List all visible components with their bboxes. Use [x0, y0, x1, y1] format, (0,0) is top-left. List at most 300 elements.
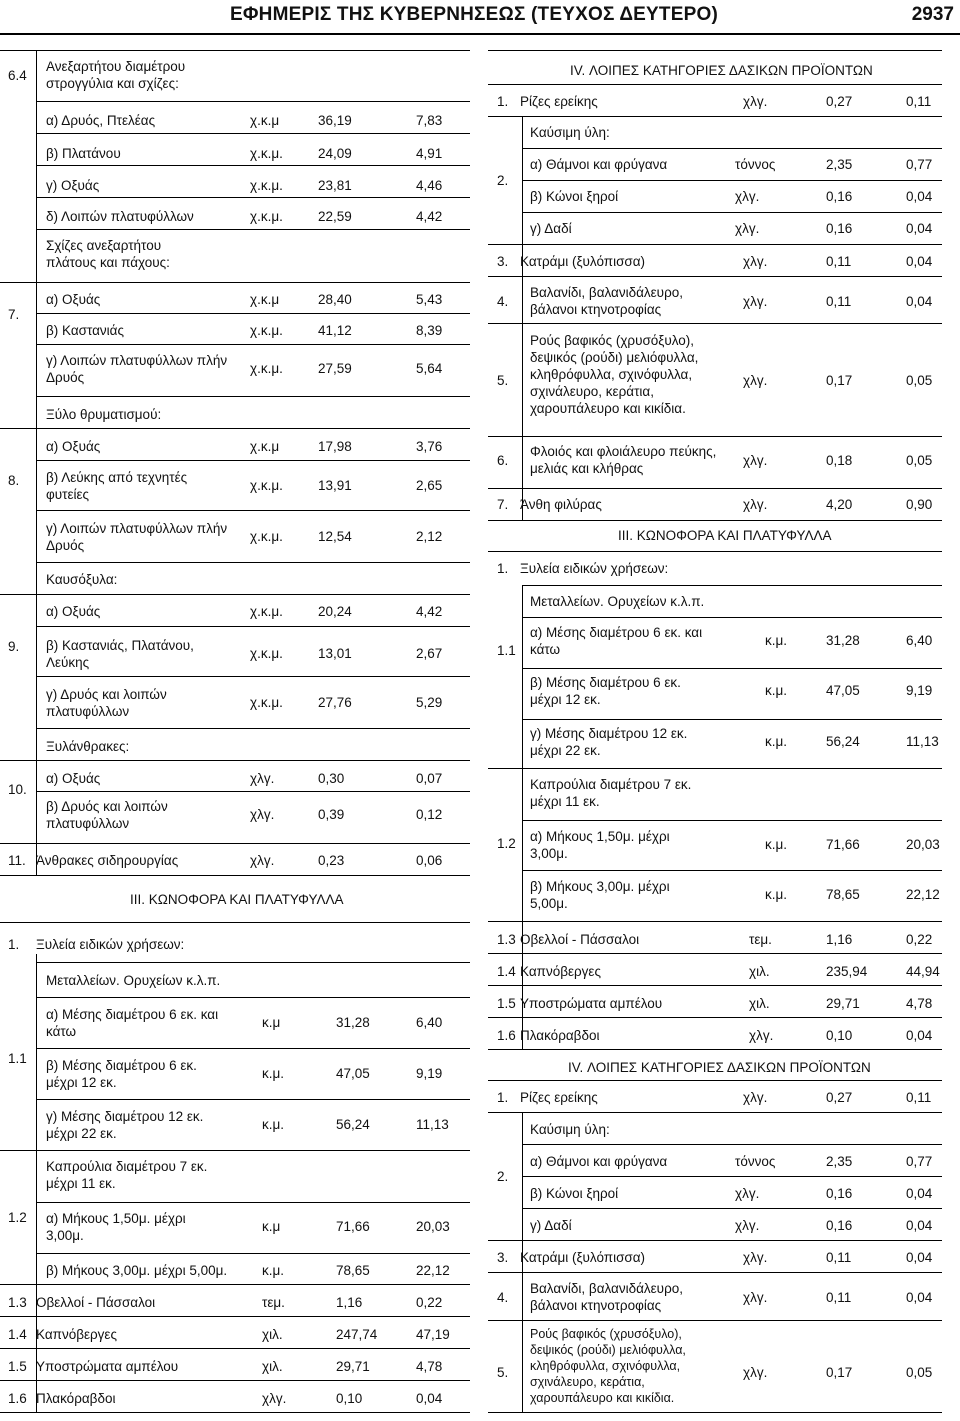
row-fee: 0,05: [906, 373, 933, 388]
row-price: 47,05: [336, 1066, 370, 1081]
row-fee: 9,19: [416, 1066, 443, 1081]
row-price: 71,66: [826, 837, 860, 852]
table-rule: [36, 396, 470, 397]
table-rule: [36, 460, 470, 461]
row-unit: χλγ.: [743, 497, 768, 512]
row-fee: 3,76: [416, 439, 443, 454]
table-rule: [522, 212, 942, 213]
row-unit: χ.κ.μ.: [250, 146, 283, 161]
header-rule: [0, 33, 960, 35]
table-rule: [36, 594, 470, 595]
row-unit: χλγ.: [743, 1365, 768, 1380]
section-heading: Καυσόξυλα:: [46, 572, 118, 587]
row-fee: 0,22: [906, 932, 933, 947]
row-description: Υποστρώματα αμπέλου: [520, 996, 663, 1011]
row-number: 2.: [497, 1169, 509, 1184]
row-price: 56,24: [826, 734, 860, 749]
table-rule: [36, 229, 470, 230]
table-rule: [488, 276, 942, 277]
row-fee: 0,04: [906, 189, 933, 204]
column-rule: [522, 116, 523, 520]
row-number: 1.5: [8, 1359, 27, 1374]
row-description: Άνθη φιλύρας: [520, 497, 602, 512]
row-fee: 6,40: [906, 633, 933, 648]
row-description: Άνθρακες σιδηρουργίας: [36, 853, 179, 868]
row-unit: χλγ.: [743, 1250, 768, 1265]
row-description: β) Λεύκης από τεχνητές φυτείες: [46, 470, 188, 502]
row-description: Φλοιός και φλοιάλευρο πεύκης, μελιάς και κλήθρας: [530, 444, 717, 476]
row-fee: 2,67: [416, 646, 443, 661]
table-rule: [0, 1412, 470, 1413]
row-description: β) Μήκους 3,00μ. μέχρι 5,00μ.: [530, 879, 670, 911]
table-rule: [0, 875, 36, 876]
row-number: 1.6: [497, 1028, 516, 1043]
row-fee: 22,12: [906, 887, 940, 902]
row-unit: χ.κ.μ.: [250, 323, 283, 338]
row-unit: χλγ.: [743, 373, 768, 388]
row-unit: τεμ.: [749, 932, 772, 947]
table-rule: [488, 551, 942, 552]
row-description: β) Κώνοι ξηροί: [530, 1186, 619, 1201]
row-unit: κ.μ: [262, 1219, 281, 1234]
row-description: Κατράμι (ξυλόπισσα): [520, 254, 646, 269]
table-rule: [522, 820, 942, 821]
row-price: 28,40: [318, 292, 352, 307]
table-rule: [488, 520, 942, 521]
row-number: 9.: [8, 639, 20, 654]
row-number: 1.: [497, 1090, 509, 1105]
row-price: 0,10: [826, 1028, 853, 1043]
table-rule: [0, 1316, 470, 1317]
row-price: 0,27: [826, 94, 853, 109]
section-title: ΙΙΙ. ΚΩΝΟΦΟΡΑ ΚΑΙ ΠΛΑΤΥΦΥΛΛΑ: [618, 528, 832, 543]
row-number: 1.6: [8, 1391, 27, 1406]
row-description: β) Μήκους 3,00μ. μέχρι 5,00μ.: [46, 1263, 228, 1278]
row-price: 0,39: [318, 807, 345, 822]
table-rule: [488, 244, 942, 245]
table-rule: [36, 344, 470, 345]
section-heading: Ξύλο θρυματισμού:: [46, 407, 162, 422]
table-rule: [488, 985, 942, 986]
row-number: 6.: [497, 453, 509, 468]
row-unit: χ.κ.μ: [250, 439, 280, 454]
row-price: 27,76: [318, 695, 352, 710]
row-unit: χ.κ.μ: [250, 292, 280, 307]
row-unit: χλγ.: [743, 254, 768, 269]
row-fee: 0,11: [906, 94, 932, 109]
section-heading: Ανεξαρτήτου διαμέτρου στρογγύλια και σχίζες:: [46, 59, 186, 91]
row-fee: 0,22: [416, 1295, 443, 1310]
table-rule: [36, 1253, 470, 1254]
row-number: 1.4: [8, 1327, 27, 1342]
row-price: 0,10: [336, 1391, 363, 1406]
row-price: 0,23: [318, 853, 345, 868]
table-rule: [522, 1208, 942, 1209]
row-fee: 4,42: [416, 209, 443, 224]
row-unit: χ.κ.μ.: [250, 478, 283, 493]
row-fee: 0,04: [906, 1250, 933, 1265]
row-unit: χλγ.: [735, 1218, 760, 1233]
row-number: 7.: [497, 497, 509, 512]
row-unit: χ.κ.μ.: [250, 178, 283, 193]
row-price: 0,11: [826, 254, 852, 269]
row-description: γ) Λοιπών πλατυφύλλων πλήν Δρυός: [46, 353, 228, 385]
row-description: Καπνόβεργες: [36, 1327, 117, 1342]
row-unit: τόννος: [735, 1154, 776, 1169]
row-unit: χλγ.: [743, 1290, 768, 1305]
row-description: Ρούς βαφικός (χρυσόξυλο), δεψικός (ρούδι) μελιόφυλλα, κληθρόφυλλα, σχινόφυλλα, σχινάλευρο, κεράτια, χαρουπάλευρο και κικίδια.: [530, 1327, 686, 1405]
row-description: Υποστρώματα αμπέλου: [36, 1359, 179, 1374]
table-rule: [0, 843, 36, 844]
page-header: [0, 0, 960, 32]
table-rule: [36, 510, 470, 511]
table-rule: [36, 1099, 470, 1100]
row-unit: χιλ.: [749, 964, 770, 979]
row-price: 13,01: [318, 646, 352, 661]
row-unit: χλγ.: [735, 221, 760, 236]
row-number: 10.: [8, 782, 27, 797]
row-description: β) Κώνοι ξηροί: [530, 189, 619, 204]
row-unit: κ.μ.: [765, 837, 788, 852]
row-description: δ) Λοιπών πλατυφύλλων: [46, 209, 194, 224]
row-description: β) Μέσης διαμέτρου 6 εκ. μέχρι 12 εκ.: [530, 675, 681, 707]
row-description: α) Μέσης διαμέτρου 6 εκ. και κάτω: [46, 1007, 219, 1039]
row-number: 1.5: [497, 996, 516, 1011]
row-price: 1,16: [826, 932, 853, 947]
row-price: 2,35: [826, 157, 853, 172]
table-rule: [36, 133, 470, 134]
row-number: 1.1: [497, 643, 516, 658]
row-fee: 0,12: [416, 807, 443, 822]
section-heading: Μεταλλείων. Ορυχείων κ.λ.π.: [530, 594, 705, 609]
row-number: 1.: [497, 94, 509, 109]
row-unit: χλγ.: [743, 453, 768, 468]
row-fee: 0,04: [906, 254, 933, 269]
row-unit: τόννος: [735, 157, 776, 172]
row-number: 11.: [8, 853, 26, 868]
section-heading: Καύσιμη ύλη:: [530, 1122, 610, 1137]
table-rule: [488, 768, 522, 769]
row-fee: 0,05: [906, 1365, 933, 1380]
row-description: β) Δρυός και λοιπών πλατυφύλλων: [46, 799, 168, 831]
row-fee: 0,04: [906, 221, 933, 236]
row-fee: 9,19: [906, 683, 933, 698]
row-price: 41,12: [318, 323, 352, 338]
row-fee: 5,64: [416, 361, 443, 376]
row-number: 1.2: [8, 1210, 27, 1225]
row-description: β) Μέσης διαμέτρου 6 εκ. μέχρι 12 εκ.: [46, 1058, 197, 1090]
row-number: 1.: [497, 561, 509, 576]
row-price: 235,94: [826, 964, 868, 979]
row-unit: χλγ.: [743, 294, 768, 309]
row-number: 4.: [497, 294, 509, 309]
table-rule: [488, 1112, 942, 1113]
table-rule: [488, 953, 942, 954]
table-rule: [522, 870, 942, 871]
table-rule: [36, 1202, 470, 1203]
row-fee: 4,46: [416, 178, 443, 193]
table-rule: [488, 1049, 942, 1050]
row-number: 5.: [497, 1365, 509, 1380]
row-description: β) Καστανιάς, Πλατάνου, Λεύκης: [46, 638, 194, 670]
row-unit: κ.μ.: [765, 887, 788, 902]
row-fee: 7,83: [416, 113, 443, 128]
row-fee: 11,13: [906, 734, 939, 749]
row-unit: χλγ.: [250, 807, 275, 822]
table-rule: [488, 116, 942, 117]
row-unit: χλγ.: [749, 1028, 774, 1043]
gazette-title: ΕΦΗΜΕΡΙΣ ΤΗΣ ΚΥΒΕΡΝΗΣΕΩΣ (ΤΕΥΧΟΣ ΔΕΥΤΕΡΟ): [230, 4, 718, 25]
row-fee: 0,11: [906, 1090, 932, 1105]
table-rule: [0, 428, 36, 429]
row-description: α) Μήκους 1,50μ. μέχρι 3,00μ.: [46, 1211, 186, 1243]
row-unit: κ.μ.: [262, 1117, 285, 1132]
row-price: 0,27: [826, 1090, 853, 1105]
row-unit: χ.κ.μ: [250, 113, 280, 128]
row-description: γ) Οξυάς: [46, 178, 100, 193]
row-price: 20,24: [318, 604, 352, 619]
row-fee: 44,94: [906, 964, 940, 979]
row-unit: χ.κ.μ.: [250, 529, 283, 544]
row-price: 2,35: [826, 1154, 853, 1169]
row-unit: κ.μ.: [765, 683, 788, 698]
row-description: Πλακόραβδοι: [520, 1028, 600, 1043]
table-rule: [0, 594, 36, 595]
column-rule: [36, 954, 37, 1412]
row-description: α) Θάμνοι και φρύγανα: [530, 1154, 668, 1169]
row-fee: 4,78: [906, 996, 933, 1011]
row-fee: 2,65: [416, 478, 443, 493]
row-price: 0,16: [826, 1186, 853, 1201]
row-price: 22,59: [318, 209, 352, 224]
row-fee: 8,39: [416, 323, 443, 338]
row-fee: 0,90: [906, 497, 933, 512]
row-description: α) Μήκους 1,50μ. μέχρι 3,00μ.: [530, 829, 670, 861]
table-rule: [36, 165, 470, 166]
row-description: Ρίζες ερείκης: [520, 1090, 598, 1105]
row-fee: 0,77: [906, 1154, 933, 1169]
row-fee: 22,12: [416, 1263, 450, 1278]
row-price: 71,66: [336, 1219, 370, 1234]
table-rule: [36, 428, 470, 429]
column-rule: [36, 50, 37, 875]
table-rule: [488, 1017, 942, 1018]
row-number: 8.: [8, 473, 20, 488]
row-number: 1.3: [497, 932, 516, 947]
row-description: Ρίζες ερείκης: [520, 94, 598, 109]
row-price: 0,17: [826, 373, 853, 388]
row-unit: κ.μ.: [262, 1066, 285, 1081]
row-fee: 20,03: [416, 1219, 450, 1234]
table-rule: [0, 282, 36, 283]
table-rule: [522, 768, 942, 769]
row-number: 3.: [497, 254, 509, 269]
row-price: 0,11: [826, 294, 852, 309]
table-rule: [522, 617, 942, 618]
page-number: 2937: [911, 4, 954, 25]
row-description: Κατράμι (ξυλόπισσα): [520, 1250, 646, 1265]
row-unit: κ.μ.: [765, 633, 788, 648]
row-fee: 0,06: [416, 853, 443, 868]
table-rule: [0, 760, 36, 761]
row-price: 29,71: [826, 996, 860, 1011]
section-heading: Καπρούλια διαμέτρου 7 εκ. μέχρι 11 εκ.: [530, 777, 692, 809]
table-rule: [488, 1412, 942, 1413]
row-unit: κ.μ.: [765, 734, 788, 749]
row-number: 5.: [497, 373, 509, 388]
row-fee: 6,40: [416, 1015, 443, 1030]
row-description: Βαλανίδι, βαλανιδάλευρο, βάλανοι κτηνοτροφίας: [530, 285, 684, 317]
row-price: 23,81: [318, 178, 352, 193]
table-rule: [488, 323, 942, 324]
table-rule: [36, 626, 470, 627]
row-number: 4.: [497, 1290, 509, 1305]
table-rule: [488, 84, 942, 85]
table-rule: [0, 922, 470, 923]
row-description: γ) Μέσης διαμέτρου 12 εκ. μέχρι 22 εκ.: [46, 1109, 204, 1141]
table-rule: [522, 148, 942, 149]
row-fee: 47,19: [416, 1327, 450, 1342]
table-rule: [36, 791, 470, 792]
table-rule: [522, 585, 942, 586]
row-unit: χιλ.: [749, 996, 770, 1011]
row-price: 12,54: [318, 529, 352, 544]
table-rule: [488, 1240, 942, 1241]
section-title: ΙΙΙ. ΚΩΝΟΦΟΡΑ ΚΑΙ ΠΛΑΤΥΦΥΛΛΑ: [130, 892, 344, 907]
row-price: 36,19: [318, 113, 352, 128]
row-price: 0,30: [318, 771, 345, 786]
table-rule: [36, 728, 470, 729]
row-price: 0,16: [826, 221, 853, 236]
row-unit: χλγ.: [735, 189, 760, 204]
row-description: Πλακόραβδοι: [36, 1391, 116, 1406]
row-unit: χλγ.: [743, 94, 768, 109]
row-description: β) Πλατάνου: [46, 146, 121, 161]
row-description: γ) Δαδί: [530, 1218, 572, 1233]
row-number: 1.2: [497, 836, 516, 851]
table-rule: [488, 1320, 942, 1321]
row-description: α) Οξυάς: [46, 439, 101, 454]
row-price: 0,11: [826, 1290, 852, 1305]
row-unit: χ.κ.μ.: [250, 695, 283, 710]
section-heading: Σχίζες ανεξαρτήτου πλάτους και πάχους:: [46, 238, 170, 270]
row-unit: χιλ.: [262, 1359, 283, 1374]
row-description: α) Οξυάς: [46, 292, 101, 307]
row-fee: 5,29: [416, 695, 443, 710]
row-unit: χλγ.: [262, 1391, 287, 1406]
table-rule: [0, 50, 470, 51]
row-price: 78,65: [336, 1263, 370, 1278]
row-fee: 0,77: [906, 157, 933, 172]
table-rule: [488, 1272, 942, 1273]
row-unit: χλγ.: [743, 1090, 768, 1105]
row-number: 1.4: [497, 964, 516, 979]
table-rule: [522, 1144, 942, 1145]
table-rule: [0, 1380, 470, 1381]
row-price: 56,24: [336, 1117, 370, 1132]
row-price: 0,11: [826, 1250, 852, 1265]
row-fee: 4,42: [416, 604, 443, 619]
table-rule: [36, 875, 470, 876]
row-unit: χλγ.: [250, 771, 275, 786]
row-price: 27,59: [318, 361, 352, 376]
row-unit: χ.κ.μ.: [250, 646, 283, 661]
row-description: α) Οξυάς: [46, 604, 101, 619]
row-unit: κ.μ: [262, 1015, 281, 1030]
row-fee: 4,78: [416, 1359, 443, 1374]
table-rule: [0, 1284, 470, 1285]
row-price: 17,98: [318, 439, 352, 454]
row-number: 2.: [497, 173, 509, 188]
row-unit: χλγ.: [735, 1186, 760, 1201]
table-rule: [488, 1080, 942, 1081]
row-unit: κ.μ.: [262, 1263, 285, 1278]
row-description: Ρούς βαφικός (χρυσόξυλο), δεψικός (ρούδι) μελιόφυλλα, κληθρόφυλλα, σχινόφυλλα, σχινάλευρο, κεράτια, χαρουπάλευρο και κικίδια.: [530, 333, 699, 416]
row-description: γ) Δαδί: [530, 221, 572, 236]
row-description: γ) Μέσης διαμέτρου 12 εκ. μέχρι 22 εκ.: [530, 726, 688, 758]
row-price: 78,65: [826, 887, 860, 902]
table-rule: [522, 719, 942, 720]
section-heading: Καύσιμη ύλη:: [530, 125, 610, 140]
row-price: 31,28: [826, 633, 860, 648]
row-unit: χ.κ.μ.: [250, 361, 283, 376]
row-fee: 4,91: [416, 146, 443, 161]
row-price: 0,18: [826, 453, 853, 468]
table-rule: [36, 562, 470, 563]
row-description: Οβελλοί - Πάσσαλοι: [36, 1295, 156, 1310]
table-rule: [522, 1176, 942, 1177]
row-fee: 0,07: [416, 771, 443, 786]
row-price: 0,16: [826, 189, 853, 204]
table-rule: [36, 997, 470, 998]
table-rule: [36, 760, 470, 761]
row-unit: χ.κ.μ.: [250, 209, 283, 224]
row-fee: 0,04: [906, 294, 933, 309]
table-rule: [36, 282, 470, 283]
table-rule: [36, 1150, 470, 1151]
table-rule: [36, 843, 470, 844]
row-unit: χ.κ.μ.: [250, 604, 283, 619]
row-number: 3.: [497, 1250, 509, 1265]
table-rule: [36, 1048, 470, 1049]
table-rule: [0, 1348, 470, 1349]
section-heading: Ξυλάνθρακες:: [46, 739, 130, 754]
row-price: 0,16: [826, 1218, 853, 1233]
row-description: Βαλανίδι, βαλανιδάλευρο, βάλανοι κτηνοτροφίας: [530, 1281, 684, 1313]
table-rule: [0, 1150, 36, 1151]
row-fee: 0,04: [416, 1391, 443, 1406]
row-price: 24,09: [318, 146, 352, 161]
row-description: Ξυλεία ειδικών χρήσεων:: [520, 561, 669, 576]
table-rule: [488, 921, 942, 922]
row-price: 4,20: [826, 497, 853, 512]
row-price: 13,91: [318, 478, 352, 493]
section-title: IV. ΛΟΙΠΕΣ ΚΑΤΗΓΟΡΙΕΣ ΔΑΣΙΚΩΝ ΠΡΟΪΟΝΤΩΝ: [570, 63, 873, 78]
row-number: 6.4: [8, 68, 27, 83]
table-rule: [488, 436, 942, 437]
table-rule: [36, 101, 470, 102]
row-description: α) Δρυός, Πτελέας: [46, 113, 156, 128]
row-description: α) Θάμνοι και φρύγανα: [530, 157, 668, 172]
row-number: 1.3: [8, 1295, 27, 1310]
table-rule: [36, 197, 470, 198]
table-rule: [36, 676, 470, 677]
row-price: 0,17: [826, 1365, 853, 1380]
row-description: Ξυλεία ειδικών χρήσεων:: [36, 937, 185, 952]
section-heading: Καπρούλια διαμέτρου 7 εκ. μέχρι 11 εκ.: [46, 1159, 208, 1191]
row-description: α) Οξυάς: [46, 771, 101, 786]
row-price: 1,16: [336, 1295, 363, 1310]
